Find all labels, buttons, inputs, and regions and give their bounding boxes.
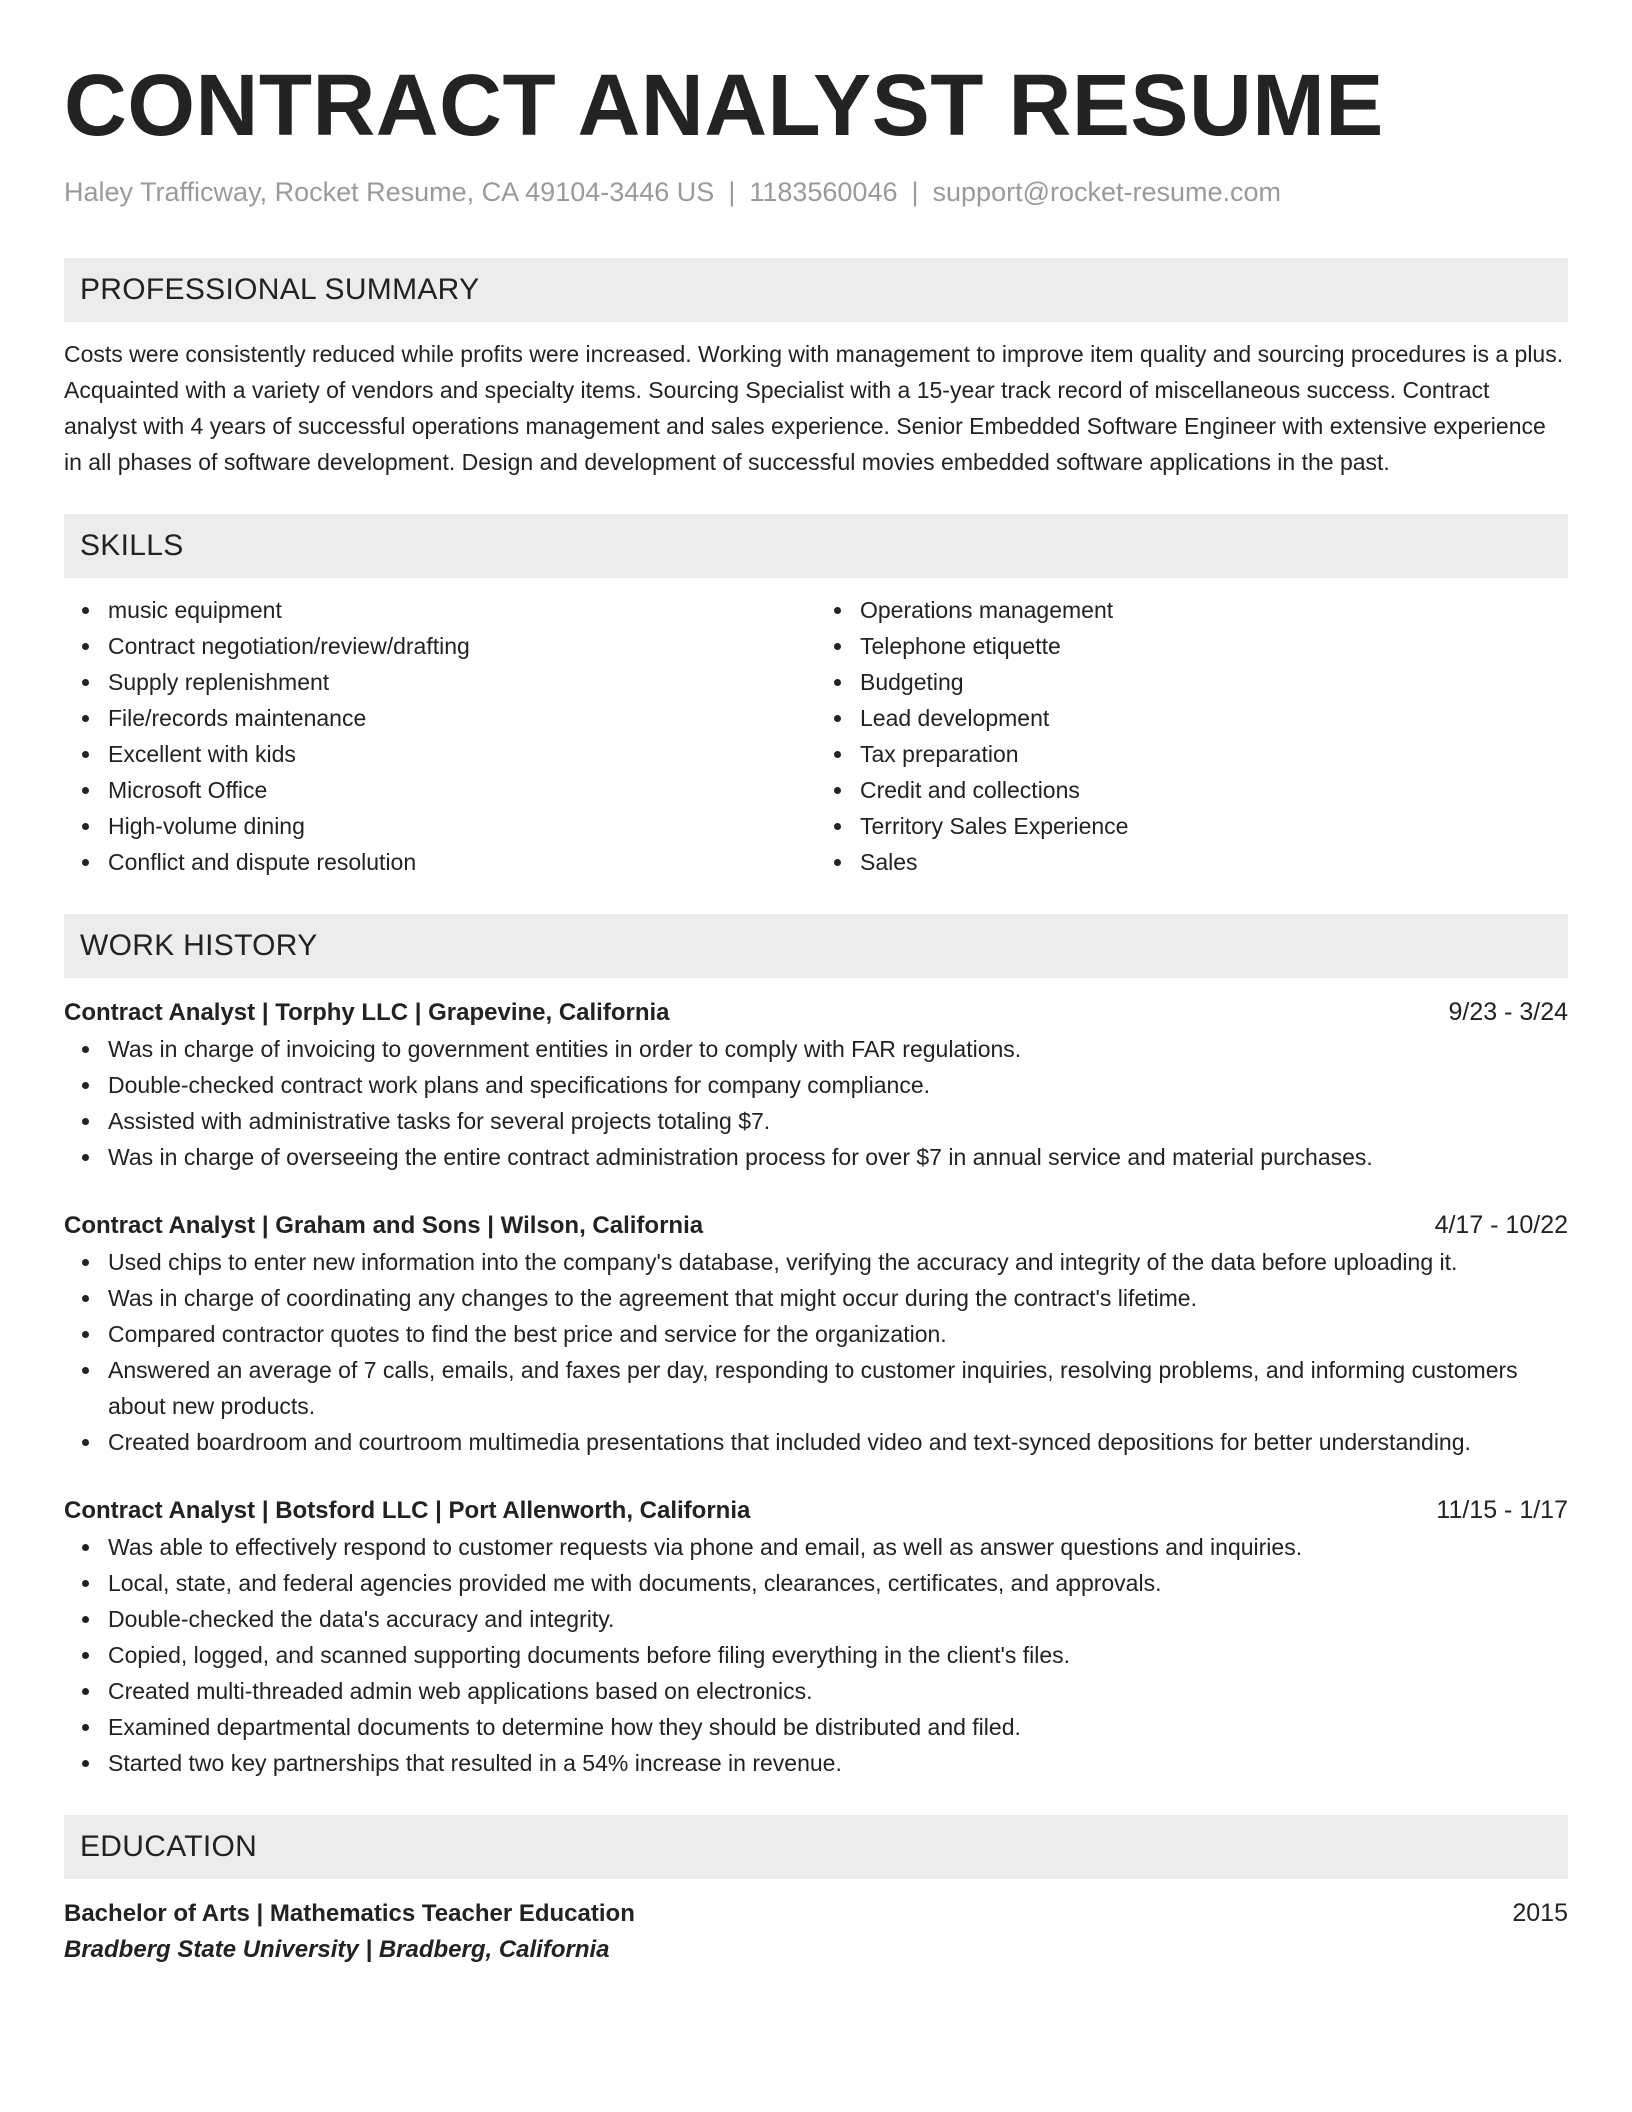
skills-columns: [64, 592, 1568, 880]
skill-item: Territory Sales Experience: [860, 808, 1568, 844]
job-bullet: Double-checked the data's accuracy and integrity.: [108, 1601, 1568, 1637]
job-bullet: Double-checked contract work plans and specifications for company compliance.: [108, 1067, 1568, 1103]
summary-text: Costs were consistently reduced while profits were increased. Working with management to improve item quality and sourcing procedures is a plus. Acquainted with a variety of vendors and specialty items. Sourcing Specialist with a 15-year track record of miscellaneous success. Contract analyst with 4 years of successful operations management and sales experience. Senior Embedded Software Engineer with extensive experience in all phases of software development. Design and development of successful movies embedded software applications in the past.: [64, 341, 1564, 475]
job-bullet: Created boardroom and courtroom multimedia presentations that included video and text-synced depositions for better understanding.: [108, 1424, 1568, 1460]
job-bullet-list: [64, 1244, 1568, 1460]
contact-address: Haley Trafficway, Rocket Resume, CA 49104-3446 US: [64, 177, 715, 207]
skill-item: High-volume dining: [108, 808, 816, 844]
job-bullet: Assisted with administrative tasks for several projects totaling $7.: [108, 1103, 1568, 1139]
job-title: Contract Analyst | Botsford LLC | Port Allenworth, California: [64, 1497, 751, 1524]
job-bullet: Created multi-threaded admin web applications based on electronics.: [108, 1673, 1568, 1709]
skill-item: File/records maintenance: [108, 700, 816, 736]
skill-item: Sales: [860, 844, 1568, 880]
skill-item: Contract negotiation/review/drafting: [108, 628, 816, 664]
job-bullet: Was able to effectively respond to customer requests via phone and email, as well as answer questions and inquiries.: [108, 1529, 1568, 1565]
contact-separator: |: [728, 177, 736, 207]
education-header: [64, 1895, 1568, 1932]
section-header-summary: PROFESSIONAL SUMMARY: [64, 258, 1568, 322]
job-dates: 11/15 - 1/17: [1436, 1496, 1568, 1524]
job-dates: 4/17 - 10/22: [1434, 1211, 1568, 1239]
skill-item: Budgeting: [860, 664, 1568, 700]
skill-item: Credit and collections: [860, 772, 1568, 808]
skill-item: Telephone etiquette: [860, 628, 1568, 664]
skill-item: Operations management: [860, 592, 1568, 628]
degree-title: Bachelor of Arts | Mathematics Teacher Education: [64, 1900, 635, 1927]
section-header-work-history: WORK HISTORY: [64, 914, 1568, 978]
skill-item: Microsoft Office: [108, 772, 816, 808]
job-title: Contract Analyst | Graham and Sons | Wilson, California: [64, 1212, 704, 1239]
skill-item: music equipment: [108, 592, 816, 628]
job-header: [64, 994, 1568, 1031]
skill-item: Excellent with kids: [108, 736, 816, 772]
job-bullet: Started two key partnerships that resulted in a 54% increase in revenue.: [108, 1745, 1568, 1781]
section-header-education: EDUCATION: [64, 1815, 1568, 1879]
job-bullet: Examined departmental documents to determine how they should be distributed and filed.: [108, 1709, 1568, 1745]
section-header-skills: SKILLS: [64, 514, 1568, 578]
job-bullet: Copied, logged, and scanned supporting documents before filing everything in the client's files.: [108, 1637, 1568, 1673]
skills-list-right: [816, 592, 1568, 880]
contact-email: support@rocket-resume.com: [932, 177, 1282, 207]
contact-phone: 1183560046: [749, 177, 898, 207]
job-bullet: Used chips to enter new information into the company's database, verifying the accuracy and integrity of the data before uploading it.: [108, 1244, 1568, 1280]
skill-item: Conflict and dispute resolution: [108, 844, 816, 880]
job-bullet: Was in charge of coordinating any changes to the agreement that might occur during the contract's lifetime.: [108, 1280, 1568, 1316]
contact-line: [64, 176, 1568, 208]
job-title: Contract Analyst | Torphy LLC | Grapevine, California: [64, 999, 670, 1026]
skill-item: Tax preparation: [860, 736, 1568, 772]
job-bullet: Was in charge of invoicing to government entities in order to comply with FAR regulations.: [108, 1031, 1568, 1067]
job-bullet: Was in charge of overseeing the entire contract administration process for over $7 in annual service and material purchases.: [108, 1139, 1568, 1175]
skill-item: Lead development: [860, 700, 1568, 736]
job-header: [64, 1207, 1568, 1244]
graduation-year: 2015: [1512, 1899, 1568, 1927]
skill-item: Supply replenishment: [108, 664, 816, 700]
resume-title: CONTRACT ANALYST RESUME: [64, 57, 1384, 154]
job-header: [64, 1492, 1568, 1529]
job-bullet-list: [64, 1031, 1568, 1175]
job-bullet: Local, state, and federal agencies provided me with documents, clearances, certificates, and approvals.: [108, 1565, 1568, 1601]
job-dates: 9/23 - 3/24: [1448, 998, 1568, 1026]
job-bullet: Compared contractor quotes to find the best price and service for the organization.: [108, 1316, 1568, 1352]
school-name: Bradberg State University | Bradberg, California: [64, 1936, 610, 1963]
job-bullet: Answered an average of 7 calls, emails, and faxes per day, responding to customer inquiries, resolving problems, and informing customers about new products.: [108, 1352, 1568, 1424]
contact-separator: |: [911, 177, 919, 207]
job-bullet-list: [64, 1529, 1568, 1781]
skills-list-left: [64, 592, 816, 880]
